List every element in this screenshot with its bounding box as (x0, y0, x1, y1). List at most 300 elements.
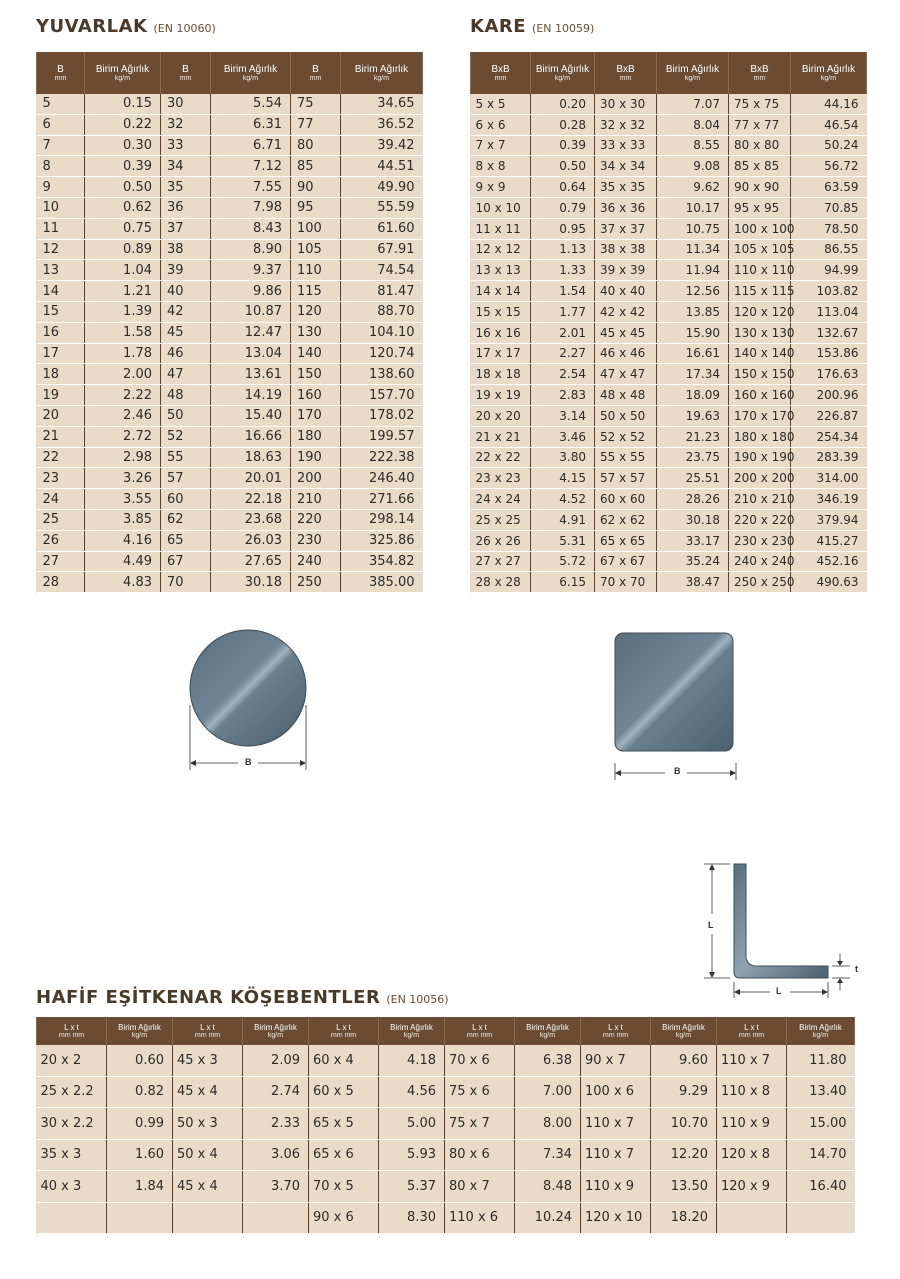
kare-weight-cell: 50.24 (791, 135, 867, 156)
yuvarlak-size-cell: 67 (161, 551, 211, 572)
kosebent-weight-cell (243, 1202, 309, 1234)
yuvarlak-size-cell: 8 (37, 156, 85, 177)
kare-header-row (471, 52, 867, 94)
kare-size-cell: 20 x 20 (471, 405, 531, 426)
yuvarlak-weight-cell: 20.01 (211, 468, 291, 489)
kare-size-cell: 70 x 70 (595, 572, 657, 593)
kare-weight-cell: 12.56 (657, 281, 729, 302)
yuvarlak-size-cell: 39 (161, 260, 211, 281)
kosebent-size-cell: 60 x 4 (309, 1045, 379, 1076)
kare-weight-cell: 78.50 (791, 218, 867, 239)
yuvarlak-weight-cell: 26.03 (211, 530, 291, 551)
kosebent-header-weight-unit: kg/m (131, 1032, 148, 1039)
kare-size-cell: 50 x 50 (595, 405, 657, 426)
kare-size-cell: 7 x 7 (471, 135, 531, 156)
kosebent-weight-cell: 0.60 (107, 1045, 173, 1076)
kare-weight-cell: 30.18 (657, 509, 729, 530)
yuvarlak-size-cell: 140 (291, 343, 341, 364)
kare-size-cell: 220 x 220 (729, 509, 791, 530)
kare-row (471, 426, 867, 447)
yuvarlak-row (37, 343, 423, 364)
kosebent-size-cell: 50 x 3 (173, 1108, 243, 1140)
kare-size-cell: 52 x 52 (595, 426, 657, 447)
kosebent-header-dims: L x t (472, 1023, 487, 1032)
kare-row (471, 385, 867, 406)
kosebent-weight-cell: 5.37 (379, 1171, 445, 1203)
kosebent-size-cell: 110 x 9 (581, 1171, 651, 1203)
kare-row (471, 364, 867, 385)
kare-weight-cell: 5.31 (531, 530, 595, 551)
kosebent-size-cell: 100 x 6 (581, 1076, 651, 1108)
kare-size-cell: 30 x 30 (595, 94, 657, 114)
yuvarlak-header-cell (291, 52, 341, 94)
kosebent-header-weight: Birim Ağırlık (390, 1023, 433, 1032)
kare-weight-cell: 18.09 (657, 385, 729, 406)
yuvarlak-row (37, 426, 423, 447)
kosebent-weight-cell: 2.33 (243, 1108, 309, 1140)
kare-size-cell: 23 x 23 (471, 468, 531, 489)
kare-row (471, 197, 867, 218)
yuvarlak-size-cell: 70 (161, 572, 211, 593)
kosebent-weight-cell: 16.40 (787, 1171, 855, 1203)
kare-size-cell: 200 x 200 (729, 468, 791, 489)
kosebent-header-weight-unit: kg/m (675, 1032, 692, 1039)
round-bar-dim-label: B (245, 757, 252, 767)
kosebent-row (37, 1108, 855, 1140)
yuvarlak-size-cell: 160 (291, 385, 341, 406)
kare-size-cell: 35 x 35 (595, 177, 657, 198)
kare-weight-cell: 56.72 (791, 156, 867, 177)
kare-header-label: BxB (750, 64, 769, 75)
yuvarlak-weight-cell: 0.75 (85, 218, 161, 239)
kare-size-cell: 210 x 210 (729, 489, 791, 510)
yuvarlak-header-unit: kg/m (373, 75, 390, 82)
yuvarlak-weight-cell: 44.51 (341, 156, 423, 177)
yuvarlak-weight-cell: 178.02 (341, 405, 423, 426)
kare-size-cell: 240 x 240 (729, 551, 791, 572)
kare-header-cell (531, 52, 595, 94)
yuvarlak-size-cell: 5 (37, 94, 85, 114)
kare-size-cell: 26 x 26 (471, 530, 531, 551)
kare-weight-cell: 8.55 (657, 135, 729, 156)
kare-weight-cell: 17.34 (657, 364, 729, 385)
kare-size-cell: 130 x 130 (729, 322, 791, 343)
yuvarlak-weight-cell: 30.18 (211, 572, 291, 593)
yuvarlak-size-cell: 24 (37, 489, 85, 510)
kosebent-weight-cell: 9.60 (651, 1045, 717, 1076)
kare-size-cell: 250 x 250 (729, 572, 791, 593)
kare-header-unit: mm (494, 75, 507, 82)
kare-weight-cell: 9.62 (657, 177, 729, 198)
yuvarlak-size-cell: 21 (37, 426, 85, 447)
angle-profile-shape (734, 864, 828, 978)
kare-size-cell: 38 x 38 (595, 239, 657, 260)
kare-size-cell: 14 x 14 (471, 281, 531, 302)
kare-header-cell (595, 52, 657, 94)
kare-size-cell: 39 x 39 (595, 260, 657, 281)
yuvarlak-size-cell: 34 (161, 156, 211, 177)
angle-profile-diagram (700, 860, 860, 1000)
kosebent-weight-cell: 3.70 (243, 1171, 309, 1203)
kare-size-cell: 19 x 19 (471, 385, 531, 406)
yuvarlak-row (37, 281, 423, 302)
kare-weight-cell: 10.75 (657, 218, 729, 239)
kosebent-size-cell: 75 x 7 (445, 1108, 515, 1140)
kosebent-size-cell: 120 x 10 (581, 1202, 651, 1234)
yuvarlak-weight-cell: 3.26 (85, 468, 161, 489)
yuvarlak-size-cell: 36 (161, 197, 211, 218)
kosebent-weight-cell (787, 1202, 855, 1234)
kosebent-weight-cell: 13.40 (787, 1076, 855, 1108)
kosebent-weight-cell: 18.20 (651, 1202, 717, 1234)
kosebent-weight-cell: 5.00 (379, 1108, 445, 1140)
kare-size-cell: 105 x 105 (729, 239, 791, 260)
kare-header-unit: mm (619, 75, 632, 82)
kare-weight-cell: 0.95 (531, 218, 595, 239)
yuvarlak-weight-cell: 88.70 (341, 301, 423, 322)
kosebent-size-cell: 40 x 3 (37, 1171, 107, 1203)
yuvarlak-weight-cell: 5.54 (211, 94, 291, 114)
yuvarlak-weight-cell: 14.19 (211, 385, 291, 406)
kosebent-weight-cell: 5.93 (379, 1139, 445, 1171)
yuvarlak-size-cell: 90 (291, 177, 341, 198)
kare-size-cell: 120 x 120 (729, 301, 791, 322)
yuvarlak-weight-cell: 0.39 (85, 156, 161, 177)
kare-size-cell: 180 x 180 (729, 426, 791, 447)
yuvarlak-row (37, 385, 423, 406)
kosebent-size-cell (173, 1202, 243, 1234)
kosebent-weight-cell: 6.38 (515, 1045, 581, 1076)
kosebent-size-cell: 90 x 6 (309, 1202, 379, 1234)
kosebent-header-cell (173, 1017, 243, 1045)
yuvarlak-size-cell: 62 (161, 509, 211, 530)
kosebent-weight-cell: 1.84 (107, 1171, 173, 1203)
kare-size-cell: 85 x 85 (729, 156, 791, 177)
yuvarlak-size-cell: 15 (37, 301, 85, 322)
kare-size-cell: 46 x 46 (595, 343, 657, 364)
yuvarlak-row (37, 156, 423, 177)
kare-weight-cell: 15.90 (657, 322, 729, 343)
kare-header-cell (791, 52, 867, 94)
kare-row (471, 260, 867, 281)
kare-row (471, 239, 867, 260)
yuvarlak-header-unit: mm (179, 75, 192, 82)
yuvarlak-weight-cell: 6.31 (211, 114, 291, 135)
kare-weight-cell: 11.94 (657, 260, 729, 281)
kare-row (471, 489, 867, 510)
kare-size-cell: 27 x 27 (471, 551, 531, 572)
kare-weight-cell: 0.39 (531, 135, 595, 156)
yuvarlak-weight-cell: 385.00 (341, 572, 423, 593)
yuvarlak-size-cell: 250 (291, 572, 341, 593)
yuvarlak-weight-cell: 74.54 (341, 260, 423, 281)
kosebent-header-dims: L x t (200, 1023, 215, 1032)
yuvarlak-weight-cell: 325.86 (341, 530, 423, 551)
kosebent-size-cell (717, 1202, 787, 1234)
yuvarlak-header-cell (161, 52, 211, 94)
yuvarlak-size-cell: 25 (37, 509, 85, 530)
kosebent-size-cell: 60 x 5 (309, 1076, 379, 1108)
yuvarlak-row (37, 447, 423, 468)
kare-weight-cell: 2.27 (531, 343, 595, 364)
kare-weight-cell: 2.54 (531, 364, 595, 385)
yuvarlak-size-cell: 80 (291, 135, 341, 156)
yuvarlak-weight-cell: 1.78 (85, 343, 161, 364)
kosebent-header-row (37, 1017, 855, 1045)
yuvarlak-weight-cell: 3.85 (85, 509, 161, 530)
kare-weight-cell: 103.82 (791, 281, 867, 302)
yuvarlak-size-cell: 20 (37, 405, 85, 426)
yuvarlak-weight-cell: 0.30 (85, 135, 161, 156)
yuvarlak-weight-cell: 0.22 (85, 114, 161, 135)
kare-size-cell: 90 x 90 (729, 177, 791, 198)
yuvarlak-weight-cell: 3.55 (85, 489, 161, 510)
kare-weight-cell: 28.26 (657, 489, 729, 510)
kare-weight-cell: 200.96 (791, 385, 867, 406)
yuvarlak-row (37, 468, 423, 489)
yuvarlak-size-cell: 35 (161, 177, 211, 198)
kare-weight-cell: 11.34 (657, 239, 729, 260)
kare-weight-cell: 38.47 (657, 572, 729, 593)
yuvarlak-size-cell: 105 (291, 239, 341, 260)
kosebent-size-cell: 50 x 4 (173, 1139, 243, 1171)
kare-weight-cell: 2.83 (531, 385, 595, 406)
kare-header-label: BxB (491, 64, 510, 75)
yuvarlak-weight-cell: 1.21 (85, 281, 161, 302)
yuvarlak-size-cell: 30 (161, 94, 211, 114)
kosebent-size-cell: 120 x 8 (717, 1139, 787, 1171)
kosebent-header-weight-unit: kg/m (267, 1032, 284, 1039)
kosebent-header-dims: L x t (64, 1023, 79, 1032)
yuvarlak-header-cell (341, 52, 423, 94)
kare-body (471, 94, 867, 593)
yuvarlak-size-cell: 32 (161, 114, 211, 135)
kosebent-weight-cell: 8.30 (379, 1202, 445, 1234)
kare-weight-cell: 314.00 (791, 468, 867, 489)
kare-size-cell: 65 x 65 (595, 530, 657, 551)
yuvarlak-size-cell: 9 (37, 177, 85, 198)
yuvarlak-weight-cell: 0.15 (85, 94, 161, 114)
yuvarlak-weight-cell: 55.59 (341, 197, 423, 218)
yuvarlak-row (37, 322, 423, 343)
kare-weight-cell: 346.19 (791, 489, 867, 510)
kare-weight-cell: 46.54 (791, 114, 867, 135)
kare-size-cell: 115 x 115 (729, 281, 791, 302)
yuvarlak-row (37, 94, 423, 114)
kosebent-header-weight: Birim Ağırlık (799, 1023, 842, 1032)
kosebent-header-cell (717, 1017, 787, 1045)
kare-size-cell: 140 x 140 (729, 343, 791, 364)
kare-header-cell (471, 52, 531, 94)
kare-size-cell: 6 x 6 (471, 114, 531, 135)
yuvarlak-weight-cell: 2.46 (85, 405, 161, 426)
yuvarlak-weight-cell: 12.47 (211, 322, 291, 343)
kosebent-size-cell: 25 x 2.2 (37, 1076, 107, 1108)
yuvarlak-title (36, 16, 216, 37)
kare-weight-cell: 1.77 (531, 301, 595, 322)
kosebent-row (37, 1171, 855, 1203)
kare-size-cell: 62 x 62 (595, 509, 657, 530)
yuvarlak-weight-cell: 2.00 (85, 364, 161, 385)
kosebent-header-dims: L x t (608, 1023, 623, 1032)
yuvarlak-row (37, 197, 423, 218)
kare-weight-cell: 415.27 (791, 530, 867, 551)
kosebent-weight-cell: 10.70 (651, 1108, 717, 1140)
kare-row (471, 572, 867, 593)
yuvarlak-weight-cell: 354.82 (341, 551, 423, 572)
yuvarlak-header-label: B (57, 64, 64, 75)
yuvarlak-header-unit: mm (309, 75, 322, 82)
kare-size-cell: 55 x 55 (595, 447, 657, 468)
kosebent-weight-cell: 12.20 (651, 1139, 717, 1171)
kare-weight-cell: 63.59 (791, 177, 867, 198)
yuvarlak-size-cell: 17 (37, 343, 85, 364)
kosebent-size-cell: 30 x 2.2 (37, 1108, 107, 1140)
yuvarlak-header-label: B (312, 64, 319, 75)
yuvarlak-size-cell: 115 (291, 281, 341, 302)
yuvarlak-header-label: Birim Ağırlık (354, 64, 409, 75)
kare-header-cell (657, 52, 729, 94)
yuvarlak-weight-cell: 1.58 (85, 322, 161, 343)
yuvarlak-weight-cell: 9.86 (211, 281, 291, 302)
yuvarlak-header-cell (37, 52, 85, 94)
yuvarlak-weight-cell: 27.65 (211, 551, 291, 572)
kosebent-header-cell (107, 1017, 173, 1045)
kare-header-cell (729, 52, 791, 94)
kosebent-size-cell: 80 x 7 (445, 1171, 515, 1203)
yuvarlak-weight-cell: 104.10 (341, 322, 423, 343)
yuvarlak-size-cell: 23 (37, 468, 85, 489)
yuvarlak-size-cell: 18 (37, 364, 85, 385)
yuvarlak-size-cell: 33 (161, 135, 211, 156)
kare-header-label: Birim Ağırlık (665, 64, 720, 75)
kare-size-cell: 21 x 21 (471, 426, 531, 447)
kosebent-weight-cell: 7.00 (515, 1076, 581, 1108)
yuvarlak-weight-cell: 1.39 (85, 301, 161, 322)
kare-weight-cell: 10.17 (657, 197, 729, 218)
kosebent-weight-cell: 7.34 (515, 1139, 581, 1171)
kosebent-row (37, 1076, 855, 1108)
kosebent-weight-cell (107, 1202, 173, 1234)
yuvarlak-size-cell: 180 (291, 426, 341, 447)
yuvarlak-weight-cell: 1.04 (85, 260, 161, 281)
kosebent-size-cell: 65 x 5 (309, 1108, 379, 1140)
kosebent-weight-cell: 0.82 (107, 1076, 173, 1108)
yuvarlak-weight-cell: 138.60 (341, 364, 423, 385)
kosebent-title (36, 987, 449, 1008)
kare-size-cell: 110 x 110 (729, 260, 791, 281)
yuvarlak-row (37, 364, 423, 385)
kosebent-header-dims-unit: mm mm (58, 1032, 85, 1039)
yuvarlak-size-cell: 38 (161, 239, 211, 260)
yuvarlak-size-cell: 77 (291, 114, 341, 135)
kare-size-cell: 67 x 67 (595, 551, 657, 572)
kosebent-title-text: HAFİF EŞİTKENAR KÖŞEBENTLER (36, 987, 381, 1008)
kare-weight-cell: 1.33 (531, 260, 595, 281)
kare-size-cell: 8 x 8 (471, 156, 531, 177)
kare-size-cell: 40 x 40 (595, 281, 657, 302)
kare-row (471, 156, 867, 177)
kare-size-cell: 45 x 45 (595, 322, 657, 343)
yuvarlak-weight-cell: 2.72 (85, 426, 161, 447)
yuvarlak-weight-cell: 6.71 (211, 135, 291, 156)
yuvarlak-size-cell: 120 (291, 301, 341, 322)
kare-header-unit: kg/m (820, 75, 837, 82)
yuvarlak-weight-cell: 2.98 (85, 447, 161, 468)
kare-weight-cell: 23.75 (657, 447, 729, 468)
kare-size-cell: 28 x 28 (471, 572, 531, 593)
yuvarlak-weight-cell: 0.89 (85, 239, 161, 260)
round-bar-shape (190, 630, 306, 746)
kare-row (471, 322, 867, 343)
kosebent-header-weight-unit: kg/m (403, 1032, 420, 1039)
kare-row (471, 551, 867, 572)
yuvarlak-size-cell: 130 (291, 322, 341, 343)
kosebent-header-dims-unit: mm mm (330, 1032, 357, 1039)
kare-weight-cell: 19.63 (657, 405, 729, 426)
kare-row (471, 447, 867, 468)
kosebent-weight-cell: 9.29 (651, 1076, 717, 1108)
yuvarlak-size-cell: 100 (291, 218, 341, 239)
kosebent-weight-cell: 14.70 (787, 1139, 855, 1171)
yuvarlak-size-cell: 37 (161, 218, 211, 239)
kare-weight-cell: 4.52 (531, 489, 595, 510)
kare-size-cell: 10 x 10 (471, 197, 531, 218)
yuvarlak-size-cell: 11 (37, 218, 85, 239)
kare-size-cell: 100 x 100 (729, 218, 791, 239)
kare-size-cell: 18 x 18 (471, 364, 531, 385)
kosebent-header-dims: L x t (336, 1023, 351, 1032)
yuvarlak-weight-cell: 34.65 (341, 94, 423, 114)
kare-size-cell: 230 x 230 (729, 530, 791, 551)
yuvarlak-size-cell: 47 (161, 364, 211, 385)
kare-weight-cell: 0.79 (531, 197, 595, 218)
yuvarlak-size-cell: 27 (37, 551, 85, 572)
yuvarlak-row (37, 218, 423, 239)
yuvarlak-size-cell: 14 (37, 281, 85, 302)
kare-size-cell: 48 x 48 (595, 385, 657, 406)
kare-size-cell: 95 x 95 (729, 197, 791, 218)
kosebent-weight-cell: 2.74 (243, 1076, 309, 1108)
kosebent-weight-cell: 0.99 (107, 1108, 173, 1140)
kosebent-size-cell: 20 x 2 (37, 1045, 107, 1076)
kosebent-header-cell (37, 1017, 107, 1045)
kosebent-header-weight: Birim Ağırlık (662, 1023, 705, 1032)
yuvarlak-header-cell (211, 52, 291, 94)
kosebent-header-cell (787, 1017, 855, 1045)
yuvarlak-weight-cell: 15.40 (211, 405, 291, 426)
kare-size-cell: 57 x 57 (595, 468, 657, 489)
kare-header-label: Birim Ağırlık (801, 64, 856, 75)
kosebent-size-cell: 75 x 6 (445, 1076, 515, 1108)
yuvarlak-size-cell: 42 (161, 301, 211, 322)
kosebent-row (37, 1139, 855, 1171)
yuvarlak-weight-cell: 120.74 (341, 343, 423, 364)
kare-weight-cell: 226.87 (791, 405, 867, 426)
kare-size-cell: 42 x 42 (595, 301, 657, 322)
yuvarlak-size-cell: 13 (37, 260, 85, 281)
kare-weight-cell: 25.51 (657, 468, 729, 489)
kosebent-size-cell: 45 x 4 (173, 1076, 243, 1108)
yuvarlak-size-cell: 52 (161, 426, 211, 447)
kare-weight-cell: 86.55 (791, 239, 867, 260)
yuvarlak-size-cell: 45 (161, 322, 211, 343)
kare-header-unit: mm (753, 75, 766, 82)
kosebent-header-dims-unit: mm mm (466, 1032, 493, 1039)
kare-row (471, 530, 867, 551)
kosebent-size-cell: 110 x 9 (717, 1108, 787, 1140)
kare-size-cell: 9 x 9 (471, 177, 531, 198)
